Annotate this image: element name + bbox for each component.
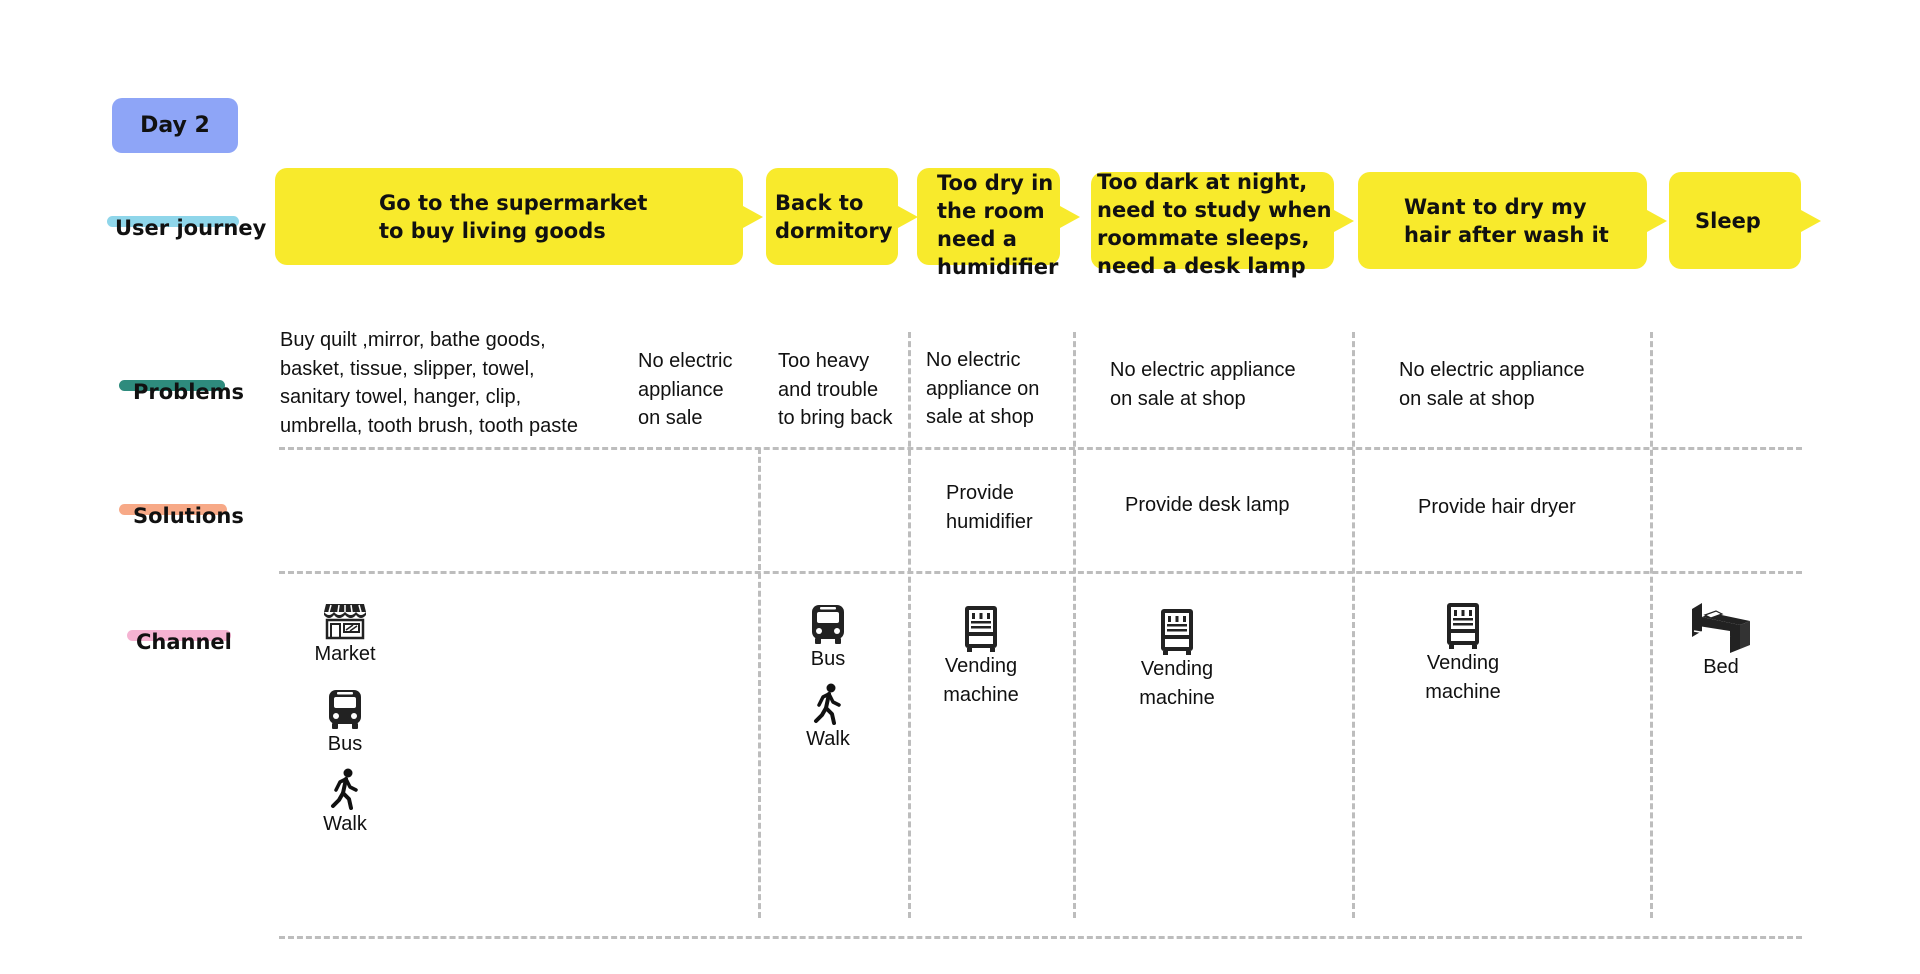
column-divider-1 bbox=[758, 448, 761, 918]
channel-vending-label: Vending machine bbox=[1139, 658, 1215, 709]
journey-step-sleep: Sleep bbox=[1669, 172, 1801, 269]
grid-line-channel-bottom bbox=[279, 936, 1802, 939]
channel-market bbox=[300, 602, 390, 669]
journey-step-hair-dryer: Want to dry my hair after wash it bbox=[1358, 172, 1647, 269]
row-label-problems: Problems bbox=[133, 380, 244, 404]
bus-icon bbox=[326, 688, 364, 730]
solution-hair-dryer: Provide hair dryer bbox=[1418, 496, 1576, 518]
problem-hair-dryer: No electric appliance on sale at shop bbox=[1399, 359, 1585, 410]
channel-vending-label: Vending machine bbox=[1425, 652, 1501, 703]
channel-vending-1 bbox=[926, 604, 1036, 709]
column-divider-3 bbox=[1073, 332, 1076, 918]
channel-bed-label: Bed bbox=[1703, 656, 1739, 678]
day-badge: Day 2 bbox=[112, 98, 238, 153]
problem-desk-lamp: No electric appliance on sale at shop bbox=[1110, 359, 1296, 410]
problem-too-heavy: Too heavy and trouble to bring back bbox=[778, 350, 893, 429]
solution-humidifier: Provide humidifier bbox=[946, 482, 1033, 533]
channel-bus-2 bbox=[783, 603, 873, 674]
journey-step-supermarket: Go to the supermarket to buy living goods bbox=[275, 168, 743, 265]
row-label-user-journey: User journey bbox=[115, 216, 266, 240]
channel-bus-label: Bus bbox=[327, 733, 363, 755]
vending-machine-icon bbox=[1158, 607, 1196, 655]
channel-walk-1 bbox=[300, 768, 390, 839]
channel-walk-label: Walk bbox=[806, 728, 850, 750]
vending-machine-icon bbox=[1444, 601, 1482, 649]
column-divider-4 bbox=[1352, 332, 1355, 918]
channel-walk-label: Walk bbox=[323, 813, 367, 835]
problem-no-electric: No electric appliance on sale bbox=[638, 350, 733, 429]
problem-humidifier: No electric appliance on sale at shop bbox=[926, 349, 1040, 428]
column-divider-2 bbox=[908, 332, 911, 918]
grid-line-solutions-bottom bbox=[279, 571, 1802, 574]
row-label-solutions: Solutions bbox=[133, 504, 244, 528]
bus-icon bbox=[809, 603, 847, 645]
channel-vending-3 bbox=[1408, 601, 1518, 706]
journey-step-desk-lamp: Too dark at night, need to study when roommate sleeps, need a desk lamp bbox=[1091, 172, 1334, 269]
problem-supermarket: Buy quilt ,mirror, bathe goods, basket, tissue, slipper, towel, sanitary towel, hanger, clip, umbrella, tooth brush, tooth paste bbox=[280, 329, 578, 437]
channel-walk-2 bbox=[783, 683, 873, 754]
channel-vending-label: Vending machine bbox=[943, 655, 1019, 706]
channel-bus-1 bbox=[300, 688, 390, 759]
vending-machine-icon bbox=[962, 604, 1000, 652]
journey-step-humidifier: Too dry in the room need a humidifier bbox=[917, 168, 1060, 265]
bed-icon bbox=[1688, 601, 1754, 653]
grid-line-problems-bottom bbox=[279, 447, 1802, 450]
row-label-channel: Channel bbox=[136, 630, 232, 654]
journey-step-dormitory: Back to dormitory bbox=[766, 168, 898, 265]
channel-bus-label: Bus bbox=[810, 648, 846, 670]
walk-icon bbox=[330, 768, 360, 810]
channel-vending-2 bbox=[1122, 607, 1232, 712]
channel-bed bbox=[1680, 601, 1762, 682]
market-icon bbox=[323, 602, 367, 640]
solution-desk-lamp: Provide desk lamp bbox=[1125, 494, 1290, 516]
channel-market-label: Market bbox=[314, 643, 376, 665]
walk-icon bbox=[813, 683, 843, 725]
column-divider-5 bbox=[1650, 332, 1653, 918]
